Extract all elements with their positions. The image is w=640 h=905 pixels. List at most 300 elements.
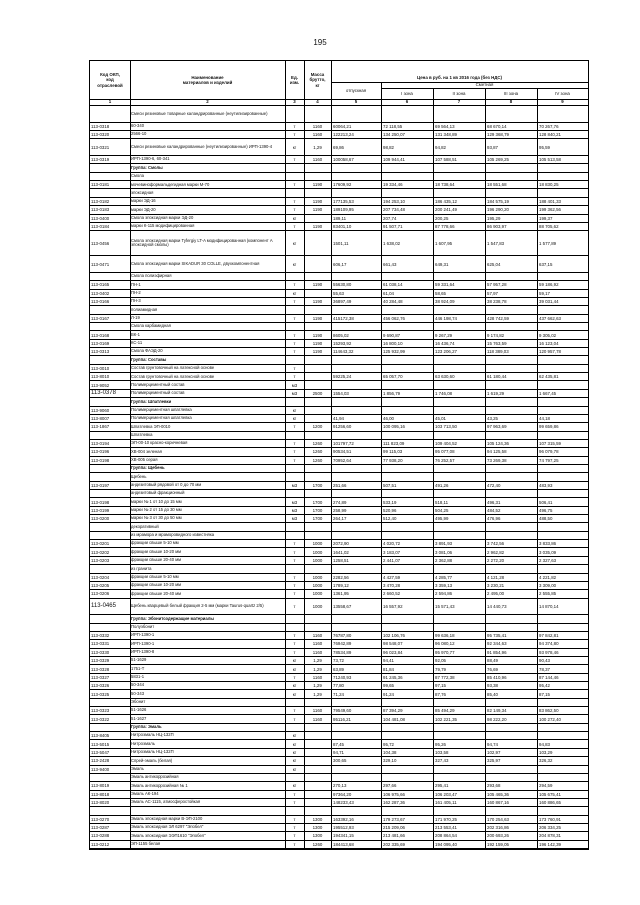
cell-zone-2: 76 252,57: [435, 457, 455, 463]
cell-zone-4: 83 862,50: [539, 708, 559, 714]
cell-name: ХВ-005 серая: [131, 457, 158, 462]
cell-zone-4: 103,29: [539, 749, 553, 755]
cell-name: Эбонит: [131, 699, 146, 705]
cell-unit: [285, 164, 304, 171]
cell-unit: т: [293, 315, 296, 321]
price-table: [89, 60, 589, 850]
cell-unit: т: [293, 374, 296, 380]
cell-mass: [304, 473, 331, 480]
cell-mass: [304, 732, 331, 739]
cell-zone-3: 57,97: [487, 290, 498, 296]
table-row: [90, 757, 588, 765]
cell-code: 113-0320: [91, 132, 110, 138]
table-row: [90, 206, 588, 214]
cell-zone-2: 87,76: [435, 691, 446, 697]
cell-mass: [304, 365, 331, 372]
cell-zone-3: [485, 164, 537, 171]
cell-zone-4: 128 840,21: [539, 132, 561, 138]
cell-zone-4: 294,59: [539, 783, 553, 789]
cell-zone-4: 18 830,25: [539, 182, 559, 188]
cell-code: [90, 106, 130, 122]
cell-name: 5831-1: [131, 674, 145, 680]
table-row: [90, 548, 588, 556]
cell-name: Группа: Эмаль: [131, 724, 162, 730]
cell-mass: [304, 774, 331, 781]
cell-mass: 1300: [312, 833, 323, 839]
cell-zone-1: 329,10: [383, 758, 397, 764]
cell-code: [90, 624, 130, 631]
cell-code: 113-0182: [91, 199, 110, 204]
cell-zone-1: 661,43: [383, 261, 397, 267]
cell-name: Полимерцементная шпатлевка: [131, 406, 192, 412]
page-number: 195: [313, 38, 327, 47]
cell-unit: [285, 106, 304, 122]
cell-zone-1: [381, 189, 433, 196]
cell-zone-1: 194 253,10: [383, 199, 405, 204]
cell-unit: кг: [292, 290, 297, 296]
cell-zone-3: [485, 432, 537, 439]
cell-release-price: 1501,11: [333, 240, 349, 246]
cell-code: [90, 323, 130, 330]
cell-unit: [285, 473, 304, 480]
cell-code: 113-0270: [91, 816, 110, 822]
table-row: [90, 181, 588, 189]
header-unit-line: изм.: [289, 80, 300, 85]
cell-release-price: 55630,80: [333, 282, 352, 288]
header-mass-line: кг: [315, 82, 320, 88]
cell-release-price: [331, 356, 381, 363]
cell-release-price: 79549,60: [333, 708, 352, 714]
cell-zone-3: 484,52: [487, 507, 501, 513]
cell-unit: т: [293, 641, 296, 647]
cell-name: Смола эпоксидная марки ЭД-20: [131, 214, 194, 220]
cell-zone-2: [433, 615, 485, 622]
cell-zone-2: 2 362,88: [435, 557, 453, 563]
cell-name: Щебень: [131, 473, 147, 479]
table-row: [90, 298, 588, 306]
cell-zone-1: 213 481,66: [383, 833, 405, 839]
header-zone-3: III зона: [503, 90, 519, 96]
cell-mass: 1300: [312, 825, 323, 831]
cell-unit: т: [293, 349, 296, 355]
cell-zone-1: 104,38: [383, 749, 397, 755]
cell-zone-4: [537, 164, 588, 171]
cell-release-price: 1361,95: [333, 591, 349, 597]
cell-name: Смола карбамидная: [131, 323, 171, 329]
cell-release-price: [331, 465, 381, 472]
cell-mass: [304, 290, 331, 297]
cell-zone-3: 192 159,05: [487, 841, 509, 847]
cell-release-price: 94,71: [333, 749, 344, 755]
cell-zone-2: [433, 807, 485, 814]
cell-release-price: [331, 523, 381, 530]
cell-zone-1: 1 638,02: [383, 240, 401, 246]
cell-name: Полимерцементный состав: [131, 381, 185, 387]
cell-zone-3: 3 230,21: [487, 583, 505, 589]
cell-zone-3: 14 440,73: [487, 603, 507, 609]
cell-code: 113-0200: [91, 516, 110, 522]
cell-unit: т: [293, 449, 296, 455]
cell-release-price: 251,66: [333, 482, 347, 488]
cell-zone-4: 196 142,39: [539, 841, 561, 847]
cell-zone-1: 215 209,06: [383, 825, 405, 831]
cell-zone-2: 16 436,74: [435, 340, 455, 346]
cell-name: 51-1627: [131, 715, 147, 721]
cell-name: андезитовый фракционный: [131, 490, 185, 496]
cell-mass: 1190: [312, 299, 323, 305]
cell-name: Эмаль эпоксидная ЭЛ 6297 "Эпобел": [131, 824, 204, 830]
cell-zone-2: 109 404,52: [435, 441, 457, 447]
cell-zone-4: 506,41: [539, 499, 553, 505]
cell-code: 113-9052: [91, 382, 110, 388]
cell-zone-4: 437 662,63: [539, 315, 561, 321]
cell-mass: [304, 373, 331, 380]
cell-code: 113-0169: [91, 340, 110, 346]
cell-unit: т: [293, 791, 296, 797]
subheader-row: [90, 624, 588, 632]
cell-release-price: [331, 323, 381, 330]
cell-unit: кг: [292, 733, 297, 739]
cell-code: 113-0332: [91, 633, 110, 639]
table-row: [90, 415, 588, 423]
cell-zone-2: 58,65: [435, 290, 446, 296]
cell-code: 113-0400: [91, 215, 110, 221]
cell-code: [90, 164, 130, 171]
cell-zone-1: 19 334,46: [383, 182, 403, 188]
cell-release-price: [331, 398, 381, 405]
cell-release-price: 101797,72: [333, 441, 354, 447]
cell-name: Эмаль АС-1115, атмосферостойкая: [131, 799, 201, 805]
cell-zone-4: [537, 356, 588, 363]
cell-code: 113-0194: [91, 441, 110, 447]
cell-name: полиамидная: [131, 306, 158, 312]
cell-zone-1: 81,84: [383, 666, 394, 672]
cell-zone-3: [485, 398, 537, 405]
cell-mass: [304, 740, 331, 747]
cell-zone-2: 87 778,66: [435, 224, 455, 230]
cell-name: ПН-3: [131, 298, 141, 304]
table-row: [90, 381, 588, 389]
cell-code: [90, 356, 130, 363]
cell-code: [90, 490, 130, 497]
table-row: [90, 649, 588, 657]
cell-unit: кг: [292, 758, 297, 764]
cell-unit: кг: [292, 215, 297, 221]
cell-name: ИРП-1390-1: [131, 640, 155, 646]
cell-code: [90, 473, 130, 480]
cell-code: [90, 273, 130, 280]
cell-name: из мрамора и мраморовидного известняка: [131, 532, 215, 538]
cell-release-price: 1258,51: [333, 557, 349, 563]
cell-zone-4: [537, 532, 588, 539]
cell-zone-3: [485, 465, 537, 472]
cell-mass: 1160: [312, 716, 323, 722]
cell-zone-2: 4 285,77: [435, 574, 453, 580]
cell-release-price: 177135,53: [333, 199, 354, 204]
cell-mass: 1700: [312, 516, 323, 522]
cell-name: Смеси резиновые каландрированные (неутилизированные) ИРП-1390-4: [131, 143, 273, 149]
cell-code: 113-0288: [91, 833, 110, 839]
cell-code: 113-8405: [91, 733, 110, 739]
cell-zone-2: [433, 323, 485, 330]
cell-zone-2: 200 241,49: [435, 207, 457, 213]
cell-release-price: 114643,32: [333, 349, 354, 355]
cell-unit: т: [293, 207, 296, 213]
cell-zone-4: 105 675,41: [539, 791, 561, 797]
cell-zone-1: 179 273,67: [383, 816, 405, 822]
cell-code: 113-0206: [91, 591, 110, 597]
cell-name: 51-1626: [131, 707, 147, 713]
cell-zone-2: [433, 532, 485, 539]
cell-zone-1: [381, 523, 433, 530]
cell-release-price: [331, 615, 381, 622]
cell-zone-4: [537, 615, 588, 622]
cell-zone-1: [381, 724, 433, 731]
cell-zone-1: [381, 473, 433, 480]
cell-name: 60-340: [131, 123, 145, 129]
table-row: [90, 131, 588, 139]
cell-zone-4: 199 362,56: [539, 207, 561, 213]
cell-release-price: 13558,67: [333, 603, 352, 609]
cell-zone-4: 14 870,14: [539, 603, 559, 609]
cell-zone-4: 90,43: [539, 658, 550, 664]
cell-mass: [304, 164, 331, 171]
cell-zone-4: [537, 398, 588, 405]
cell-zone-2: [433, 398, 485, 405]
cell-unit: т: [293, 833, 296, 839]
cell-name: 50-344: [131, 682, 145, 688]
cell-zone-2: 649,31: [435, 261, 449, 267]
cell-mass: [304, 799, 331, 806]
cell-name: ХВ-004 зеленая: [131, 448, 162, 454]
cell-code: 113-0321: [91, 144, 110, 150]
header-mass-line: брутто,: [309, 77, 326, 83]
cell-name: Эмаль антикоррозийная № 1: [131, 782, 188, 788]
cell-release-price: 194341,15: [333, 833, 354, 839]
cell-zone-4: [537, 365, 588, 372]
cell-release-price: 122213,24: [333, 132, 354, 138]
cell-unit: [285, 323, 304, 330]
cell-unit: [285, 615, 304, 622]
header-name: [130, 61, 285, 99]
cell-zone-4: 94 374,80: [539, 641, 559, 647]
cell-zone-3: [485, 189, 537, 196]
cell-zone-3: [485, 724, 537, 731]
cell-zone-3: [485, 356, 537, 363]
cell-zone-1: 98,82: [383, 144, 394, 150]
cell-release-price: 76942,89: [333, 641, 352, 647]
cell-zone-1: [381, 490, 433, 497]
cell-zone-3: [485, 407, 537, 414]
cell-unit: т: [293, 649, 296, 655]
table-row: [90, 590, 588, 598]
cell-zone-3: [485, 615, 537, 622]
cell-mass: [304, 532, 331, 539]
cell-zone-1: [381, 774, 433, 781]
cell-zone-1: 77 938,20: [383, 457, 403, 463]
cell-zone-2: 518,11: [435, 499, 449, 505]
cell-name: Смола ФАЭД-20: [131, 348, 163, 354]
cell-zone-4: 3 309,00: [539, 583, 557, 589]
cell-code: 113-0212: [91, 841, 110, 847]
cell-zone-1: 91 507,71: [383, 224, 403, 230]
table-row: [90, 690, 588, 698]
cell-zone-3: 325,97: [487, 758, 501, 764]
cell-zone-4: [537, 273, 588, 280]
colnum-9: 9: [561, 99, 564, 105]
cell-mass: 1160: [312, 649, 323, 655]
cell-zone-2: 38 924,09: [435, 299, 455, 305]
table-row: [90, 315, 588, 323]
header-price-title: Цена в руб. на 1 кв 2016 года (без НДС): [416, 74, 503, 80]
cell-zone-4: [537, 323, 588, 330]
cell-zone-4: 59 186,92: [539, 282, 559, 288]
cell-zone-1: 40 284,48: [383, 299, 403, 305]
cell-mass: [304, 215, 331, 222]
cell-release-price: 77,80: [333, 683, 344, 689]
header-code-line: отраслевой: [97, 82, 123, 88]
cell-zone-4: [537, 624, 588, 631]
subheader-row: [90, 523, 588, 531]
cell-zone-3: 93,38: [487, 683, 498, 689]
cell-code: 113-5047: [91, 749, 110, 755]
cell-release-price: 415172,38: [333, 315, 354, 321]
cell-code: 113-0323: [91, 708, 110, 714]
cell-name: Эмаль АК-194: [131, 790, 159, 796]
table-row: [90, 373, 588, 381]
cell-unit: т: [293, 365, 296, 371]
cell-zone-1: 202 335,69: [383, 841, 405, 847]
cell-unit: т: [293, 132, 296, 138]
cell-zone-1: [381, 807, 433, 814]
cell-zone-4: [537, 381, 588, 388]
cell-mass: 1190: [312, 199, 323, 204]
cell-unit: кг: [292, 783, 297, 789]
cell-zone-3: 61 180,44: [487, 374, 507, 380]
cell-zone-1: 100 095,16: [383, 424, 405, 430]
cell-name: Эмаль: [131, 765, 144, 771]
cell-unit: м3: [291, 382, 298, 388]
cell-name: Щебень кварцевый белый фракция 2-5 мм (марки Taurus-quartz 2/5): [131, 603, 264, 609]
cell-zone-3: 88,49: [487, 658, 498, 664]
cell-mass: [304, 173, 331, 180]
cell-zone-4: 70 267,76: [539, 123, 559, 129]
cell-zone-3: 118 389,03: [487, 349, 509, 355]
colnum-5: 5: [354, 99, 358, 105]
cell-zone-2: 3 891,93: [435, 541, 453, 547]
cell-unit: м3: [291, 482, 298, 488]
cell-code: 113-0183: [91, 207, 110, 213]
cell-zone-2: 327,43: [435, 758, 449, 764]
cell-mass: 1190: [312, 340, 323, 346]
cell-name: Состав грунтовочный на латексной основе: [131, 365, 215, 371]
cell-zone-1: 4 427,59: [383, 574, 401, 580]
cell-zone-3: 85,40: [487, 691, 498, 697]
cell-zone-2: 504,25: [435, 507, 449, 513]
cell-zone-2: 102 221,35: [435, 716, 457, 722]
table-row: [90, 290, 588, 298]
subheader-row: [90, 173, 588, 181]
cell-unit: кг: [292, 683, 297, 689]
cell-code: 113-8019: [91, 783, 110, 789]
cell-zone-4: [537, 565, 588, 572]
cell-zone-1: 99 115,03: [383, 449, 403, 455]
colnum-6: 6: [405, 99, 409, 105]
cell-zone-1: [381, 615, 433, 622]
cell-zone-4: 637,15: [539, 261, 553, 267]
cell-release-price: 195512,93: [333, 825, 354, 831]
cell-name: ИРП-1390-8: [131, 649, 155, 654]
colnum-3: 3: [293, 99, 296, 105]
cell-unit: кг: [292, 766, 297, 772]
cell-zone-1: [381, 699, 433, 706]
cell-zone-3: [485, 532, 537, 539]
cell-unit: т: [293, 332, 296, 338]
cell-release-price: [331, 490, 381, 497]
cell-zone-2: [433, 164, 485, 171]
table-row: [90, 331, 588, 339]
cell-unit: [285, 398, 304, 405]
cell-zone-4: 94,83: [539, 741, 550, 747]
cell-zone-3: 476,96: [487, 516, 501, 522]
cell-release-price: [331, 532, 381, 539]
cell-zone-1: 46,00: [383, 416, 394, 422]
cell-name: Шпатлевка: [131, 431, 153, 437]
cell-zone-3: 76,69: [487, 666, 498, 672]
cell-code: 113-0166: [91, 299, 110, 305]
cell-unit: [285, 523, 304, 530]
cell-zone-1: 456 062,76: [383, 315, 405, 321]
header-zone-1: I зона: [401, 90, 413, 96]
cell-mass: [304, 766, 331, 773]
cell-zone-2: [433, 465, 485, 472]
cell-zone-2: [433, 699, 485, 706]
subheader-row: [90, 323, 588, 331]
cell-zone-2: [433, 732, 485, 739]
cell-name: Состав грунтовочный на латексной основе: [131, 373, 215, 379]
header-name-line: материалов и изделий: [182, 80, 233, 85]
cell-name: фракции свыше 5-10 мм: [131, 573, 179, 579]
cell-zone-3: 82 149,34: [487, 708, 507, 714]
cell-release-price: 606,17: [333, 261, 347, 267]
table-row: [90, 507, 588, 515]
cell-unit: т: [293, 591, 296, 597]
header-rule: [90, 99, 588, 100]
cell-zone-2: 446 198,74: [435, 315, 457, 321]
cell-zone-2: 99 636,18: [435, 633, 455, 639]
cell-zone-3: 2 495,00: [487, 591, 505, 597]
cell-code: 113-0327: [91, 674, 110, 680]
cell-zone-4: 204 878,31: [539, 833, 561, 839]
cell-zone-1: [381, 407, 433, 414]
cell-unit: кг: [292, 666, 297, 672]
cell-code: 113-0456: [91, 240, 110, 246]
cell-unit: кг: [292, 261, 297, 267]
cell-release-price: [331, 306, 381, 313]
cell-zone-3: [485, 173, 537, 180]
cell-zone-4: 95,42: [539, 683, 550, 689]
cell-zone-2: 59 331,64: [435, 282, 455, 288]
cell-name: Смола эпоксидная марки Tyfergiy LT-A модифицированная (компонент А эпоксидной смолы): [131, 237, 273, 248]
cell-code: 113-0196: [91, 449, 110, 455]
cell-zone-2: [433, 273, 485, 280]
cell-unit: кг: [292, 240, 297, 246]
cell-zone-1: 297,66: [383, 783, 397, 789]
cell-unit: м3: [291, 507, 298, 513]
cell-mass: 1300: [312, 816, 323, 822]
cell-release-price: 1641,02: [333, 549, 349, 555]
cell-unit: [285, 465, 304, 472]
